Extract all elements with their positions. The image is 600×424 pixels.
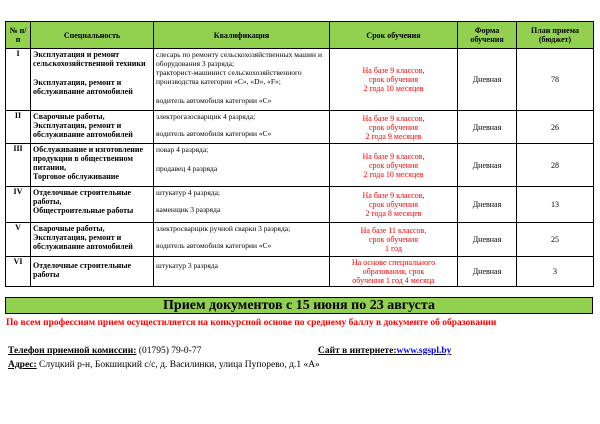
phone-value: (01795) 79-0-77 (136, 346, 202, 356)
row-specialty (31, 257, 154, 287)
term-line: 1 год (385, 244, 402, 253)
qualification-line: водитель автомобиля категории «С» (156, 241, 272, 250)
table-row (6, 187, 594, 223)
row-form: Дневная (458, 223, 517, 257)
specialty-line: Отделочные строительные работы (33, 261, 132, 279)
qualification-line: электросварщик ручной сварки 3 разряда; (156, 224, 291, 233)
website-link[interactable]: www.sgspl.by (396, 346, 452, 356)
row-plan: 3 (517, 257, 594, 287)
term-line: срок обучения (368, 75, 419, 84)
specialty-line: Сварочные работы, (33, 112, 105, 121)
row-num: VI (6, 257, 31, 287)
table-row (6, 144, 594, 187)
row-qualification (154, 144, 330, 187)
row-num: V (6, 223, 31, 257)
term-line: 2 года 10 месяцев (363, 84, 424, 93)
website-label-group (318, 346, 451, 356)
row-form: Дневная (458, 111, 517, 144)
row-term (330, 111, 458, 144)
term-line: срок обучения (368, 200, 419, 209)
term-line: срок обучения (368, 235, 419, 244)
qualification-line: повар 4 разряда; (156, 145, 209, 154)
row-num: III (6, 144, 31, 187)
qualification-line: штукатур 3 разряда (156, 261, 218, 270)
row-form: Дневная (458, 257, 517, 287)
term-line: 2 года 10 месяцев (363, 169, 424, 179)
specialty-line: Эксплуатация, ремонт и обслуживание автомобилей (33, 78, 133, 96)
website-label: Сайт в интернете: (318, 346, 397, 356)
admission-plan-table (5, 21, 594, 287)
row-num: I (6, 49, 31, 111)
qualification-line: электрогазосварщик 4 разряда; (156, 112, 256, 121)
row-qualification (154, 111, 330, 144)
term-line: 2 года 9 месяцев (365, 131, 422, 141)
term-line: На базе 11 классов, (360, 226, 427, 235)
header-num: № п/п (6, 22, 31, 49)
table-row (6, 257, 594, 287)
header-plan: План приема (бюджет) (517, 22, 594, 49)
row-specialty (31, 111, 154, 144)
term-line: На базе 9 классов, (362, 113, 425, 123)
qualification-line: слесарь по ремонту сельскохозяйственных машин и оборудования 3 разряда; (156, 50, 322, 68)
row-plan: 78 (517, 49, 594, 111)
row-specialty (31, 223, 154, 257)
qualification-line: каменщик 3 разряда (156, 205, 221, 214)
specialty-line: Общестроительные работы (33, 206, 134, 215)
specialty-line: Эксплуатация, ремонт и обслуживание автомобилей (33, 233, 133, 251)
row-specialty (31, 187, 154, 223)
specialty-line: Обслуживание и изготовление продукции в общественном питании, (33, 145, 144, 172)
row-num: IV (6, 187, 31, 223)
row-plan: 13 (517, 187, 594, 223)
row-plan: 28 (517, 144, 594, 187)
row-term (330, 187, 458, 223)
row-num: II (6, 111, 31, 144)
qualification-line: продавец 4 разряда (156, 164, 218, 173)
document-deadline-banner: Прием документов с 15 июня по 23 августа (5, 297, 593, 314)
table-header-row (6, 22, 594, 49)
term-line: На базе 9 классов, (362, 66, 425, 75)
row-term (330, 144, 458, 187)
address-label: Адрес: (8, 360, 37, 370)
term-line: обучения 1 год 4 месяца (352, 276, 435, 285)
specialty-line: Отделочные строительные работы, (33, 188, 132, 206)
header-form: Форма обучения (458, 22, 517, 49)
row-plan: 26 (517, 111, 594, 144)
term-line: На базе 9 классов, (362, 191, 425, 200)
table-row (6, 49, 594, 111)
term-line: На основе специального образования, срок (351, 258, 436, 276)
row-form: Дневная (458, 187, 517, 223)
specialty-line: Сварочные работы, (33, 224, 105, 233)
header-term: Срок обучения (330, 22, 458, 49)
term-line: срок обучения (368, 160, 419, 170)
row-form: Дневная (458, 144, 517, 187)
row-qualification (154, 223, 330, 257)
row-term (330, 49, 458, 111)
address-line (8, 360, 320, 370)
header-qualification: Квалификация (154, 22, 330, 49)
term-line: 2 года 8 месяцев (365, 209, 422, 218)
row-plan: 25 (517, 223, 594, 257)
address-value: Слуцкий р-н, Бокшицкий с/с, д. Василинки, улица Пупорево, д.1 «А» (36, 360, 320, 370)
specialty-line: Эксплуатация, ремонт и обслуживание автомобилей (33, 121, 133, 139)
term-line: На базе 9 классов, (362, 151, 425, 161)
qualification-line: водитель автомобиля категории «С» (156, 129, 272, 138)
row-qualification (154, 257, 330, 287)
row-specialty (31, 144, 154, 187)
header-specialty: Специальность (31, 22, 154, 49)
table-row (6, 111, 594, 144)
table-row (6, 223, 594, 257)
row-term (330, 223, 458, 257)
qualification-line: штукатур 4 разряда; (156, 188, 221, 197)
competition-notice: По всем профессиям прием осуществляется на конкурсной основе по среднему баллу в документе об образовании (6, 318, 497, 328)
specialty-line: Эксплуатация и ремонт сельскохозяйственной техники (33, 50, 146, 68)
row-form: Дневная (458, 49, 517, 111)
qualification-line: водитель автомобиля категории «С» (156, 96, 272, 105)
qualification-line: тракторист-машинист сельскохозяйственного производства категории «С», «D», «F»; (156, 68, 302, 86)
term-line: срок обучения (368, 122, 419, 132)
specialty-line: Торговое обслуживание (33, 172, 119, 181)
contacts-line (8, 346, 588, 356)
phone-label: Телефон приемной комиссии: (8, 346, 137, 356)
row-term (330, 257, 458, 287)
row-qualification (154, 49, 330, 111)
row-specialty (31, 49, 154, 111)
row-qualification (154, 187, 330, 223)
